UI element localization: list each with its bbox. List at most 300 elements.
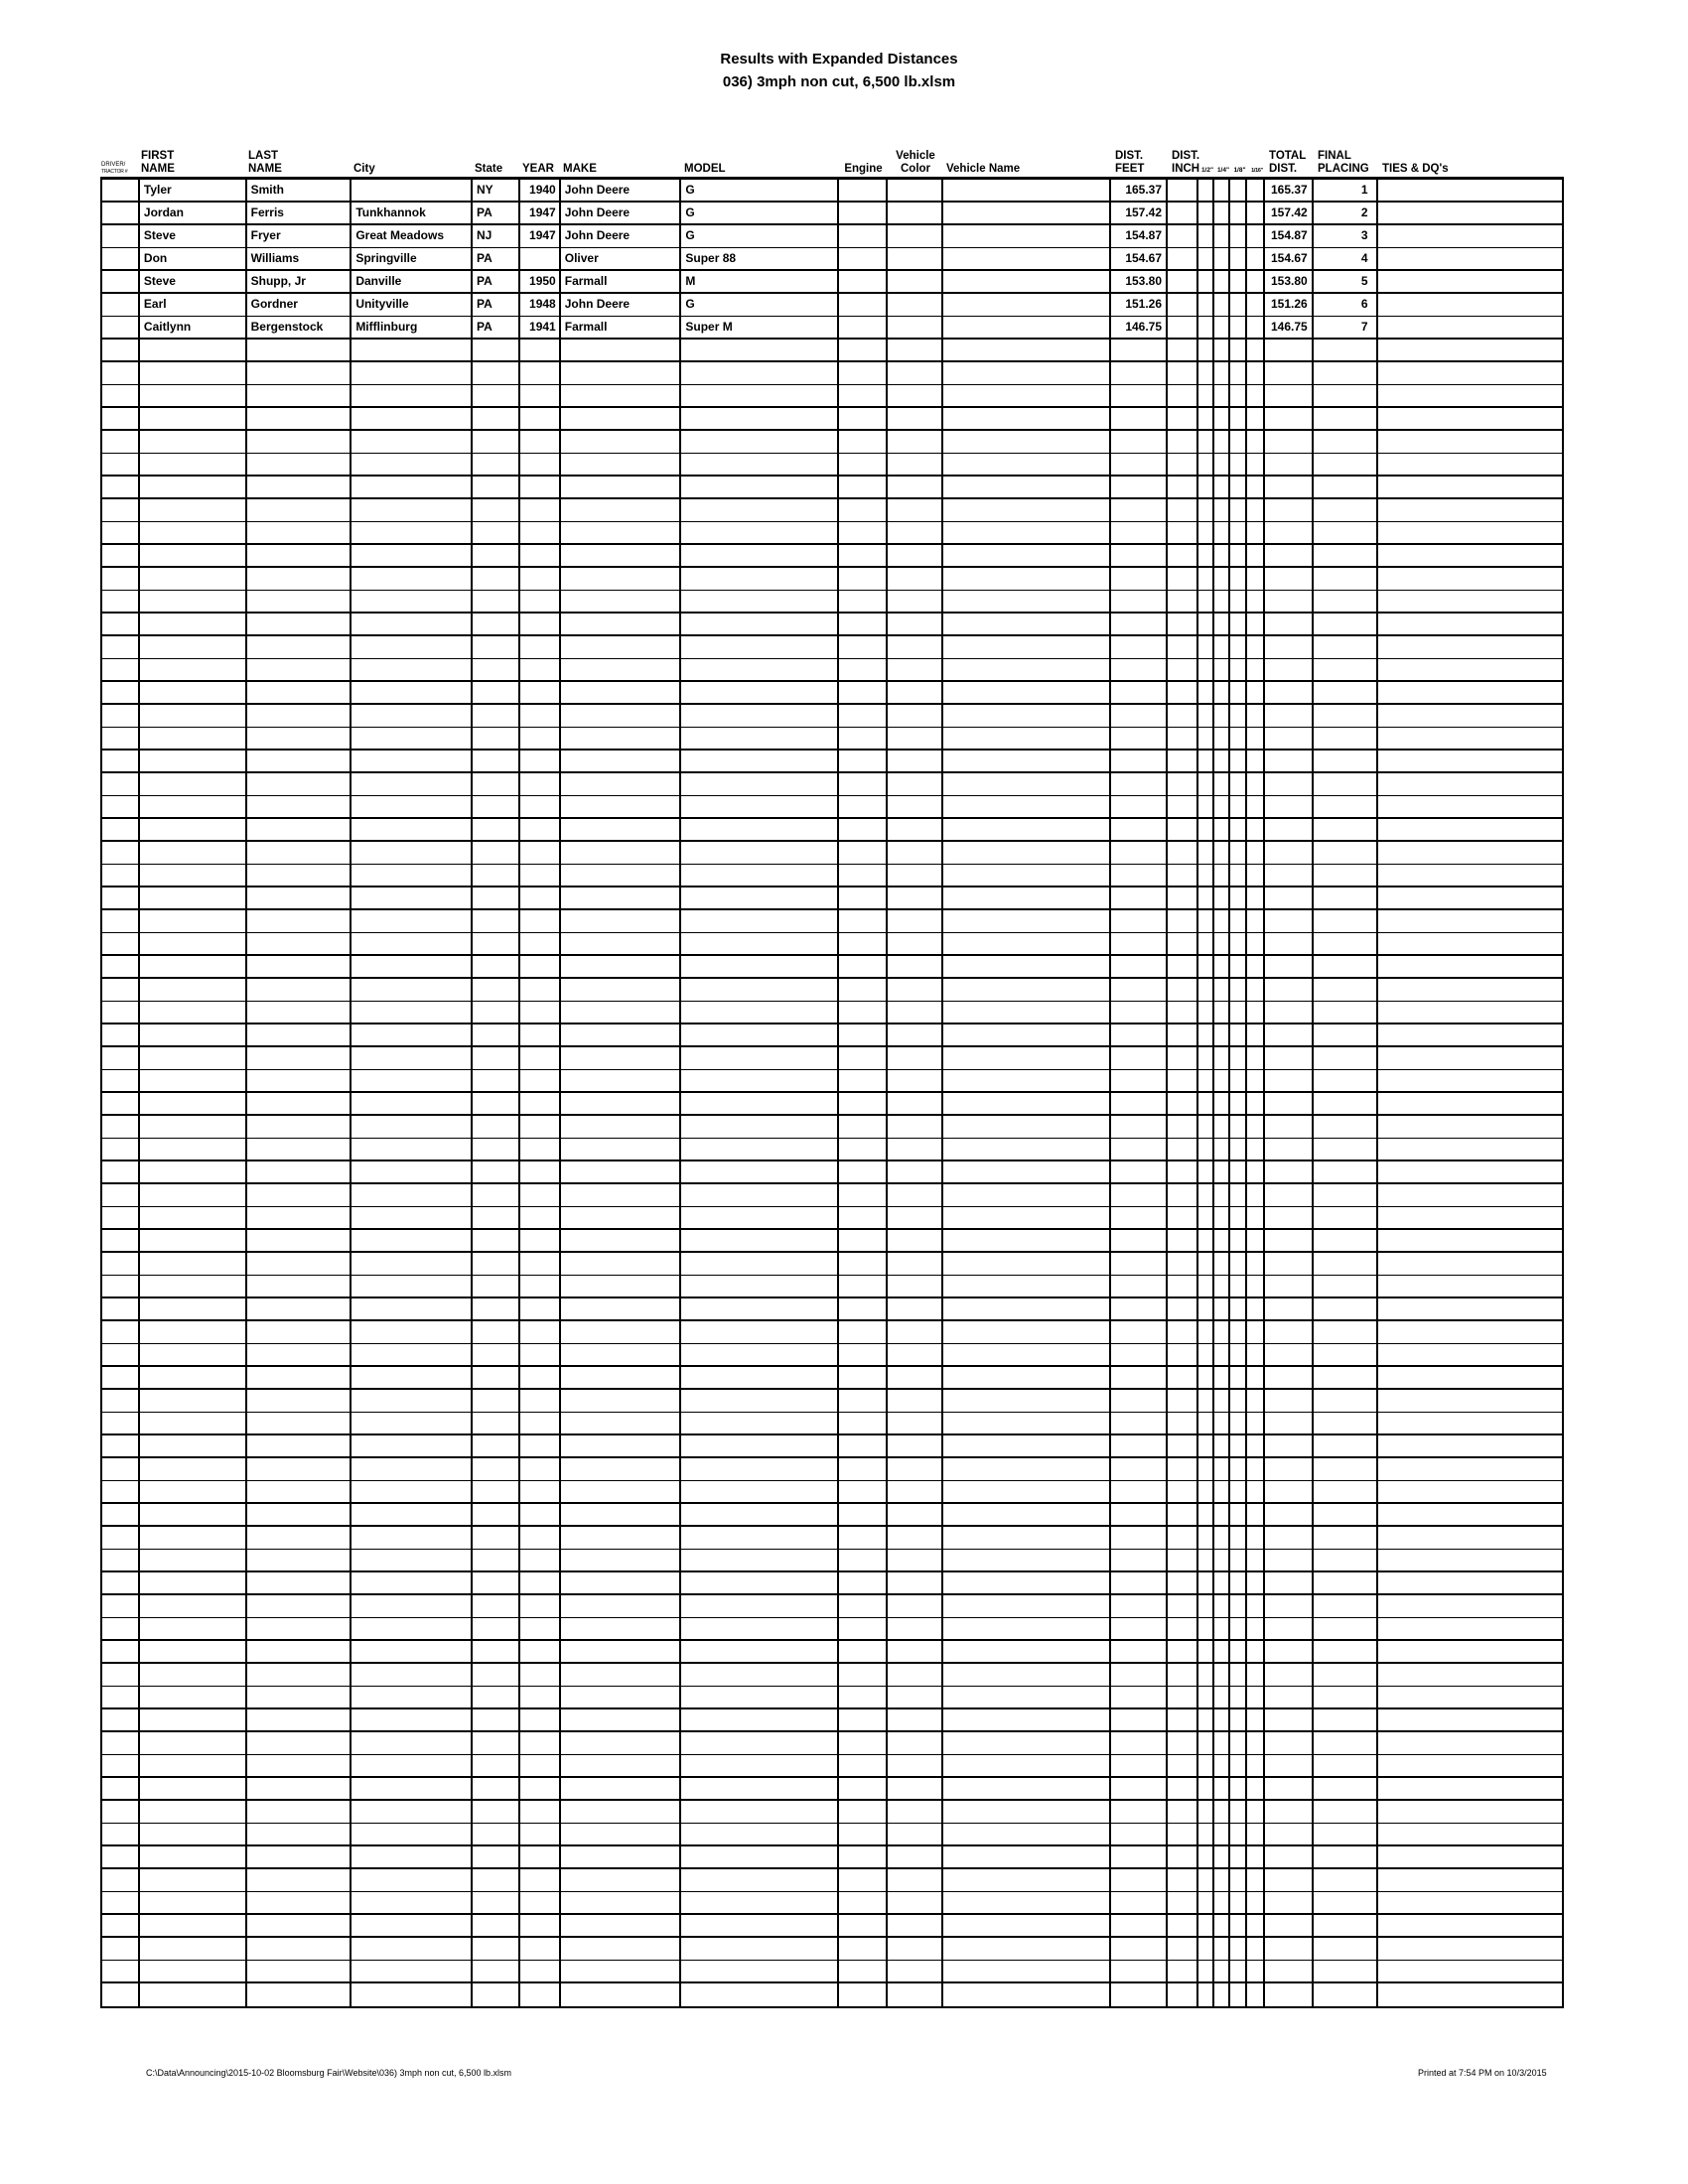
cell-ties_dq: [1378, 431, 1562, 453]
cell-city: [352, 1572, 473, 1593]
cell-vehicle_color: [888, 1253, 943, 1275]
cell-ties_dq: [1378, 1618, 1562, 1639]
cell-state: [473, 636, 520, 658]
cell-total_dist: [1265, 1458, 1314, 1480]
cell-final_placing: [1314, 408, 1378, 429]
empty-row: [102, 751, 1562, 773]
cell-dist_inch: [1168, 1504, 1198, 1525]
cell-total_dist: [1265, 1801, 1314, 1823]
cell-ties_dq: [1378, 1230, 1562, 1251]
cell-tractor: [102, 340, 140, 360]
cell-ties_dq: [1378, 659, 1562, 680]
table-row: [102, 248, 1562, 271]
cell-make: [561, 1550, 682, 1570]
cell-eighth: [1230, 1801, 1247, 1823]
cell-model: [681, 1116, 839, 1138]
cell-make: [561, 1892, 682, 1913]
cell-final_placing: [1314, 1595, 1378, 1617]
cell-total_dist: [1265, 1824, 1314, 1844]
cell-year: [520, 751, 561, 771]
cell-half: [1198, 1367, 1214, 1388]
cell-tractor: [102, 1413, 140, 1433]
cell-half: [1198, 1139, 1214, 1160]
cell-engine: [839, 796, 888, 817]
cell-first_name: [140, 1070, 247, 1091]
cell-last_name: [247, 591, 352, 612]
cell-vehicle_color: [888, 796, 943, 817]
cell-dist_inch: [1168, 1527, 1198, 1549]
cell-total_dist: [1265, 431, 1314, 453]
cell-city: [352, 796, 473, 817]
cell-final_placing: [1314, 1161, 1378, 1182]
cell-total_dist: [1265, 1367, 1314, 1388]
cell-city: [352, 1778, 473, 1799]
cell-year: [520, 431, 561, 453]
cell-last_name: [247, 1846, 352, 1867]
cell-model: [681, 1504, 839, 1525]
cell-dist_feet: [1111, 728, 1168, 749]
cell-total_dist: [1265, 614, 1314, 634]
cell-tractor: [102, 682, 140, 703]
cell-quarter: [1214, 1230, 1230, 1251]
cell-dist_inch: [1168, 1047, 1198, 1069]
cell-total_dist: [1265, 1527, 1314, 1549]
cell-engine: [839, 1527, 888, 1549]
cell-vehicle_color: [888, 1732, 943, 1754]
cell-model: [681, 499, 839, 521]
cell-tractor: [102, 773, 140, 795]
cell-eighth: [1230, 385, 1247, 406]
cell-city: [352, 1824, 473, 1844]
cell-vehicle_color: [888, 1047, 943, 1069]
cell-eighth: [1230, 819, 1247, 840]
cell-ties_dq: [1378, 773, 1562, 795]
cell-total_dist: [1265, 1504, 1314, 1525]
cell-state: [473, 1458, 520, 1480]
cell-vehicle_color: [888, 1938, 943, 1960]
cell-city: Tunkhannok: [352, 203, 473, 223]
cell-make: [561, 1961, 682, 1981]
cell-model: [681, 1915, 839, 1936]
cell-final_placing: [1314, 1687, 1378, 1707]
cell-last_name: [247, 614, 352, 634]
cell-eighth: [1230, 1207, 1247, 1228]
cell-sixteenth: [1247, 1207, 1265, 1228]
cell-total_dist: [1265, 1938, 1314, 1960]
cell-dist_feet: [1111, 1801, 1168, 1823]
cell-sixteenth: [1247, 408, 1265, 429]
cell-first_name: [140, 1618, 247, 1639]
cell-ties_dq: [1378, 1116, 1562, 1138]
cell-make: John Deere: [561, 225, 682, 247]
cell-state: [473, 1435, 520, 1456]
cell-model: [681, 728, 839, 749]
cell-total_dist: [1265, 1184, 1314, 1206]
cell-model: [681, 819, 839, 840]
cell-sixteenth: [1247, 614, 1265, 634]
cell-city: [352, 1892, 473, 1913]
cell-tractor: [102, 842, 140, 864]
cell-dist_feet: [1111, 956, 1168, 977]
cell-dist_feet: [1111, 1116, 1168, 1138]
cell-engine: [839, 1801, 888, 1823]
cell-make: [561, 1207, 682, 1228]
cell-eighth: [1230, 568, 1247, 590]
cell-last_name: [247, 1458, 352, 1480]
cell-tractor: [102, 522, 140, 543]
cell-last_name: [247, 1572, 352, 1593]
cell-half: [1198, 340, 1214, 360]
cell-vehicle_color: [888, 979, 943, 1001]
cell-quarter: [1214, 1961, 1230, 1981]
cell-tractor: [102, 1139, 140, 1160]
cell-last_name: [247, 568, 352, 590]
empty-row: [102, 1321, 1562, 1344]
cell-ties_dq: [1378, 1435, 1562, 1456]
cell-dist_feet: [1111, 933, 1168, 954]
cell-state: [473, 1755, 520, 1776]
cell-dist_feet: [1111, 887, 1168, 908]
cell-half: [1198, 385, 1214, 406]
cell-total_dist: [1265, 1709, 1314, 1730]
cell-last_name: [247, 933, 352, 954]
cell-first_name: [140, 1253, 247, 1275]
cell-tractor: [102, 1458, 140, 1480]
cell-year: [520, 1961, 561, 1981]
cell-eighth: [1230, 887, 1247, 908]
cell-dist_inch: [1168, 773, 1198, 795]
cell-eighth: [1230, 751, 1247, 771]
empty-row: [102, 1481, 1562, 1504]
cell-engine: [839, 751, 888, 771]
cell-make: [561, 1709, 682, 1730]
cell-sixteenth: [1247, 728, 1265, 749]
cell-sixteenth: [1247, 477, 1265, 497]
cell-last_name: [247, 956, 352, 977]
cell-ties_dq: [1378, 1915, 1562, 1936]
cell-dist_inch: [1168, 545, 1198, 566]
cell-sixteenth: [1247, 431, 1265, 453]
cell-vehicle_color: [888, 1504, 943, 1525]
cell-state: [473, 1778, 520, 1799]
cell-tractor: [102, 865, 140, 886]
cell-year: [520, 1572, 561, 1593]
cell-state: [473, 1618, 520, 1639]
cell-vehicle_name: [943, 522, 1112, 543]
cell-final_placing: [1314, 1070, 1378, 1091]
cell-half: [1198, 1732, 1214, 1754]
cell-sixteenth: [1247, 317, 1265, 338]
cell-eighth: [1230, 1687, 1247, 1707]
empty-row: [102, 773, 1562, 796]
cell-total_dist: [1265, 1413, 1314, 1433]
cell-first_name: [140, 933, 247, 954]
cell-state: [473, 568, 520, 590]
cell-city: [352, 545, 473, 566]
cell-engine: [839, 1253, 888, 1275]
cell-eighth: [1230, 1550, 1247, 1570]
cell-city: [352, 1846, 473, 1867]
footer-printed-timestamp: Printed at 7:54 PM on 10/3/2015: [1418, 2068, 1547, 2078]
cell-sixteenth: [1247, 636, 1265, 658]
cell-first_name: [140, 385, 247, 406]
cell-model: [681, 1207, 839, 1228]
cell-make: [561, 454, 682, 475]
cell-year: [520, 340, 561, 360]
cell-eighth: [1230, 1824, 1247, 1844]
cell-dist_inch: [1168, 1641, 1198, 1662]
cell-state: [473, 522, 520, 543]
cell-first_name: [140, 362, 247, 384]
cell-final_placing: [1314, 1253, 1378, 1275]
empty-row: [102, 796, 1562, 819]
cell-final_placing: [1314, 1801, 1378, 1823]
cell-state: [473, 1846, 520, 1867]
cell-dist_feet: [1111, 1550, 1168, 1570]
header-cell-first_name: FIRST NAME: [141, 150, 175, 175]
empty-row: [102, 956, 1562, 979]
cell-ties_dq: [1378, 682, 1562, 703]
cell-ties_dq: [1378, 1481, 1562, 1502]
cell-half: [1198, 545, 1214, 566]
cell-total_dist: [1265, 728, 1314, 749]
cell-city: Danville: [352, 271, 473, 292]
cell-half: [1198, 1595, 1214, 1617]
empty-row: [102, 1595, 1562, 1618]
cell-make: [561, 1367, 682, 1388]
cell-sixteenth: [1247, 979, 1265, 1001]
cell-sixteenth: [1247, 522, 1265, 543]
cell-engine: [839, 271, 888, 292]
cell-eighth: [1230, 956, 1247, 977]
cell-tractor: [102, 979, 140, 1001]
cell-state: [473, 1481, 520, 1502]
cell-ties_dq: [1378, 1253, 1562, 1275]
cell-total_dist: [1265, 705, 1314, 727]
cell-final_placing: [1314, 1572, 1378, 1593]
cell-final_placing: [1314, 751, 1378, 771]
cell-ties_dq: [1378, 1755, 1562, 1776]
cell-vehicle_name: [943, 340, 1112, 360]
cell-engine: [839, 1161, 888, 1182]
cell-final_placing: [1314, 1047, 1378, 1069]
cell-final_placing: [1314, 1413, 1378, 1433]
cell-half: [1198, 522, 1214, 543]
cell-last_name: [247, 1253, 352, 1275]
cell-final_placing: [1314, 865, 1378, 886]
cell-vehicle_color: [888, 1367, 943, 1388]
cell-quarter: [1214, 1618, 1230, 1639]
cell-last_name: [247, 1641, 352, 1662]
cell-engine: [839, 1093, 888, 1114]
cell-engine: [839, 180, 888, 201]
cell-final_placing: [1314, 614, 1378, 634]
cell-vehicle_color: [888, 385, 943, 406]
cell-first_name: [140, 956, 247, 977]
cell-total_dist: [1265, 933, 1314, 954]
cell-ties_dq: [1378, 1641, 1562, 1662]
cell-year: 1948: [520, 294, 561, 316]
cell-year: 1947: [520, 225, 561, 247]
table-row: [102, 225, 1562, 248]
cell-vehicle_color: [888, 477, 943, 497]
cell-state: [473, 1915, 520, 1936]
cell-make: [561, 979, 682, 1001]
cell-dist_feet: 154.87: [1111, 225, 1168, 247]
cell-ties_dq: [1378, 1070, 1562, 1091]
cell-city: [352, 1344, 473, 1365]
cell-dist_inch: [1168, 522, 1198, 543]
cell-vehicle_color: [888, 1298, 943, 1319]
cell-half: [1198, 1344, 1214, 1365]
cell-half: [1198, 842, 1214, 864]
cell-make: Farmall: [561, 271, 682, 292]
cell-vehicle_name: [943, 1230, 1112, 1251]
cell-first_name: [140, 431, 247, 453]
cell-half: [1198, 1253, 1214, 1275]
cell-eighth: [1230, 1253, 1247, 1275]
cell-eighth: [1230, 636, 1247, 658]
cell-model: [681, 1367, 839, 1388]
cell-tractor: [102, 1846, 140, 1867]
cell-quarter: [1214, 1687, 1230, 1707]
cell-tractor: [102, 1390, 140, 1412]
cell-total_dist: [1265, 1846, 1314, 1867]
cell-engine: [839, 1755, 888, 1776]
cell-state: [473, 1961, 520, 1981]
cell-city: [352, 1938, 473, 1960]
cell-dist_inch: [1168, 705, 1198, 727]
cell-vehicle_name: [943, 1641, 1112, 1662]
cell-dist_feet: [1111, 1253, 1168, 1275]
cell-vehicle_color: [888, 614, 943, 634]
cell-engine: [839, 431, 888, 453]
cell-total_dist: 146.75: [1265, 317, 1314, 338]
cell-vehicle_color: [888, 1458, 943, 1480]
cell-model: [681, 979, 839, 1001]
cell-first_name: Jordan: [140, 203, 247, 223]
cell-sixteenth: [1247, 1504, 1265, 1525]
cell-tractor: [102, 796, 140, 817]
cell-city: [352, 933, 473, 954]
cell-city: [352, 408, 473, 429]
cell-year: [520, 568, 561, 590]
cell-dist_feet: [1111, 1709, 1168, 1730]
empty-row: [102, 568, 1562, 591]
cell-sixteenth: [1247, 294, 1265, 316]
cell-vehicle_color: [888, 545, 943, 566]
cell-city: [352, 865, 473, 886]
cell-model: [681, 796, 839, 817]
cell-quarter: [1214, 408, 1230, 429]
cell-vehicle_color: [888, 1435, 943, 1456]
cell-dist_inch: [1168, 431, 1198, 453]
cell-sixteenth: [1247, 1595, 1265, 1617]
empty-row: [102, 431, 1562, 454]
cell-dist_inch: [1168, 408, 1198, 429]
cell-engine: [839, 1869, 888, 1891]
cell-vehicle_color: [888, 682, 943, 703]
cell-first_name: [140, 340, 247, 360]
cell-quarter: [1214, 591, 1230, 612]
cell-eighth: [1230, 454, 1247, 475]
empty-row: [102, 1527, 1562, 1550]
cell-year: [520, 1892, 561, 1913]
cell-eighth: [1230, 1846, 1247, 1867]
cell-last_name: [247, 682, 352, 703]
cell-first_name: [140, 1983, 247, 2006]
cell-quarter: [1214, 499, 1230, 521]
cell-total_dist: [1265, 956, 1314, 977]
cell-year: [520, 1709, 561, 1730]
cell-vehicle_name: [943, 1298, 1112, 1319]
cell-final_placing: [1314, 1732, 1378, 1754]
cell-first_name: [140, 1230, 247, 1251]
cell-dist_inch: [1168, 1253, 1198, 1275]
cell-total_dist: [1265, 910, 1314, 932]
cell-tractor: [102, 910, 140, 932]
cell-sixteenth: [1247, 1572, 1265, 1593]
cell-sixteenth: [1247, 1024, 1265, 1045]
cell-engine: [839, 477, 888, 497]
cell-last_name: [247, 1116, 352, 1138]
cell-vehicle_color: [888, 773, 943, 795]
cell-final_placing: 2: [1314, 203, 1378, 223]
header-cell-dist_inch: DIST. INCH: [1172, 150, 1200, 175]
cell-sixteenth: [1247, 1938, 1265, 1960]
cell-sixteenth: [1247, 362, 1265, 384]
cell-first_name: [140, 910, 247, 932]
cell-vehicle_color: [888, 1344, 943, 1365]
empty-row: [102, 1618, 1562, 1641]
cell-tractor: [102, 1801, 140, 1823]
cell-vehicle_color: [888, 751, 943, 771]
cell-year: [520, 1390, 561, 1412]
cell-eighth: [1230, 910, 1247, 932]
cell-total_dist: [1265, 1892, 1314, 1913]
header-cell-total_dist: TOTAL DIST.: [1269, 150, 1307, 175]
cell-dist_feet: [1111, 545, 1168, 566]
cell-eighth: [1230, 1139, 1247, 1160]
cell-state: [473, 1595, 520, 1617]
cell-engine: [839, 1778, 888, 1799]
cell-engine: [839, 1070, 888, 1091]
cell-vehicle_name: [943, 1846, 1112, 1867]
cell-ties_dq: [1378, 591, 1562, 612]
cell-last_name: [247, 1276, 352, 1297]
cell-dist_inch: [1168, 1687, 1198, 1707]
cell-dist_feet: [1111, 659, 1168, 680]
cell-model: [681, 1070, 839, 1091]
empty-row: [102, 1664, 1562, 1687]
cell-half: [1198, 294, 1214, 316]
cell-make: [561, 705, 682, 727]
cell-final_placing: [1314, 1093, 1378, 1114]
cell-last_name: [247, 1709, 352, 1730]
cell-total_dist: [1265, 1755, 1314, 1776]
cell-tractor: [102, 1344, 140, 1365]
cell-state: [473, 842, 520, 864]
cell-engine: [839, 522, 888, 543]
empty-row: [102, 1504, 1562, 1527]
cell-vehicle_color: [888, 591, 943, 612]
cell-engine: [839, 1824, 888, 1844]
cell-year: [520, 362, 561, 384]
cell-make: [561, 385, 682, 406]
cell-half: [1198, 1116, 1214, 1138]
cell-half: [1198, 796, 1214, 817]
empty-row: [102, 1207, 1562, 1230]
